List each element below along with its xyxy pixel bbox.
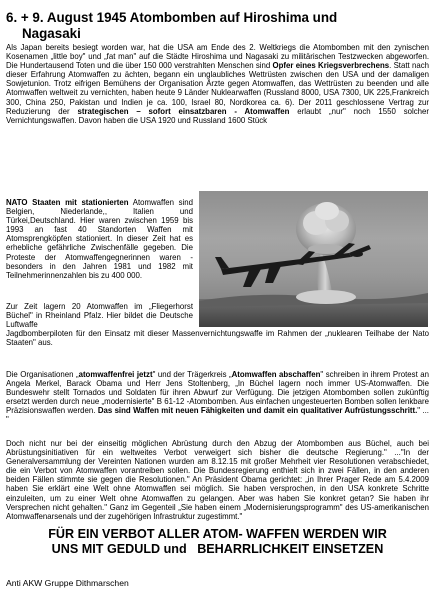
closing-appeal-heading — [6, 527, 429, 557]
closing-appeal-line-2: UNS MIT GEDULD und BEHARRLICHKEIT EINSETZEN — [51, 542, 384, 556]
protest-paragraph — [6, 370, 429, 425]
text-run: NATO Staaten mit stationierten — [6, 198, 129, 207]
text-run: Das sind Waffen mit neuen Fähigkeiten und damit ein qualitativer Aufrüstungsschritt. — [97, 406, 418, 416]
text-run: Atomwaffen abschaffen — [231, 370, 321, 379]
nato-paragraph — [6, 198, 193, 280]
text-run: " ... " — [6, 406, 429, 425]
document-title — [6, 10, 426, 41]
bomber-plane — [215, 243, 371, 287]
text-run: atomwaffenfrei jetzt — [78, 370, 153, 379]
text-run: . Statt nach dieser Erfahrung Atomwaffen zu ächten, begann ein unglaubliches Wettrüsten zwischen den USA und der damaligen Sowjetunion. Trotz eifrigen Bemühens der Organisation Ärzte gegen Atomwaffen, das Wettrüsten zu beenden und alle Atomwaffen weltweit zu vernichten, haben heute 9 Länder Nuklearwaffen (Russland 8000, USA 7300, UK 225,Frankreich 300, China 250, Pakistan und Indien je ca. 100, Israel 80, Nordkorea ca. 6). Der 2011 geschlossene Vertrag zur Reduzierung der — [6, 61, 429, 116]
title-line-2: Nagasaki — [22, 25, 81, 41]
buechel-paragraph: Zur Zeit lagern 20 Atomwaffen im „Fliegerhorst Büchel" in Rheinland Pfalz. Hier bildet die Deutsche Luftwaffe — [6, 302, 193, 330]
title-line-1: 6. + 9. August 1945 Atombomben auf Hiroshima und — [6, 10, 338, 25]
text-run: " und der Trägerkreis „ — [152, 370, 232, 379]
buechel-paragraph-continued: Jagdbomberpiloten für den Einsatz mit dieser Massenvernichtungswaffe im Rahmen der „nuklearen Teilhabe der Nato Staaten" aus. — [6, 329, 429, 348]
text-run: Als Japan bereits besiegt worden war, hat die USA am Ende des 2. Weltkriegs die Atombomben mit den zynischen Kosenamen „little boy" und „fat man" auf die Städte Hiroshima und Nagasaki zu militärischen Testzwecken abgeworfen. Die Hundertausend Toten und die über 150 000 verstrahlten Menschen sind — [6, 43, 429, 71]
text-run: strategischen – sofort einsatzbaren - Atomwaffen — [77, 106, 290, 116]
text-run: Die Organisationen „ — [6, 370, 79, 379]
text-run: erlaubt „nur" noch 1550 solcher Vernichtungswaffen. Davon haben die USA 1920 und Russland 1600 Stück — [6, 106, 430, 125]
photo-illustration — [199, 191, 428, 327]
text-run: Atomwaffen sind Belgien, Niederlande,, Italien und Türkei,Deutschland. Hier waren zwischen 1959 bis 1993 an fast 40 Standorten Waffen mit Atomsprengköpfen stationiert. In dieser Zeit hat es erhebliche gefährliche Zwischenfälle gegeben. Die Proteste der Atomwaffengegnerinnen waren - besonders in den Jahren 1981 und 1982 mit Teilnehmerinnenzahlen bis zu 400 000. — [6, 198, 193, 280]
text-run: " schreiben in ihrem Protest an Angela Merkel, Barack Obama und Herr Jens Stoltenberg, „In Büchel lagern noch immer US-Atomwaffen. Die Bundeswehr stellt Tornados und Soldaten für ihren Abwurf zur Verfügung. Die jetzigen Atombomben sollen zukünftig ersetzt werden durch neue „modernisierte" B 61-12 -Atombomben. Aus einfachen ungesteuerten Bomben sollen lenkbare Präzisionswaffen werden. — [6, 370, 429, 416]
signature: Anti AKW Gruppe Dithmarschen — [6, 578, 129, 588]
intro-paragraph — [6, 43, 429, 125]
text-run: Doch nicht nur bei der einseitig möglichen Abrüstung durch den Abzug der Atombomben aus Büchel, auch bei Abrüstungsinitiativen für ein weltweites Verbot verweigert sich bisher die deutsche Regierung." ..."In der Generalversammlung der Vereinten Nationen wurden am 8.12.15 mit großer Mehrheit vier Resolutionen verabschiedet, die ein Verbot von Atomwaffen vorantreiben sollen. Die Bundesregierung enthielt sich in zwei Fällen, in den anderen beiden Fällen stimmte sie gegen die Resolutionen." An Präsident Obama gerichtet: „in Ihrer Prager Rede am 5.4.2009 haben Sie erklärt eine Welt ohne Atomwaffen sei möglich. Sie haben versprochen, in den USA konkrete Schritte einzuleiten, um zu einer Welt ohne Atomwaffen zu gelangen. Aber was haben Sie konkret getan? Sie haben ihr Versprechen nicht gehalten." Ganz im Gegenteil „Sie haben einem „Modernisierungsprogramm" des US-amerikanischen Atomwaffenarsenals und der zugehörigen Infrastruktur zugestimmt." — [6, 439, 429, 521]
un-resolutions-paragraph — [6, 439, 429, 521]
closing-appeal-line-1: FÜR EIN VERBOT ALLER ATOM- WAFFEN WERDEN WIR — [48, 527, 387, 541]
mushroom-cloud-bomber-photo — [199, 191, 428, 327]
text-run: Opfer eines Kriegsverbrechens — [272, 61, 390, 71]
